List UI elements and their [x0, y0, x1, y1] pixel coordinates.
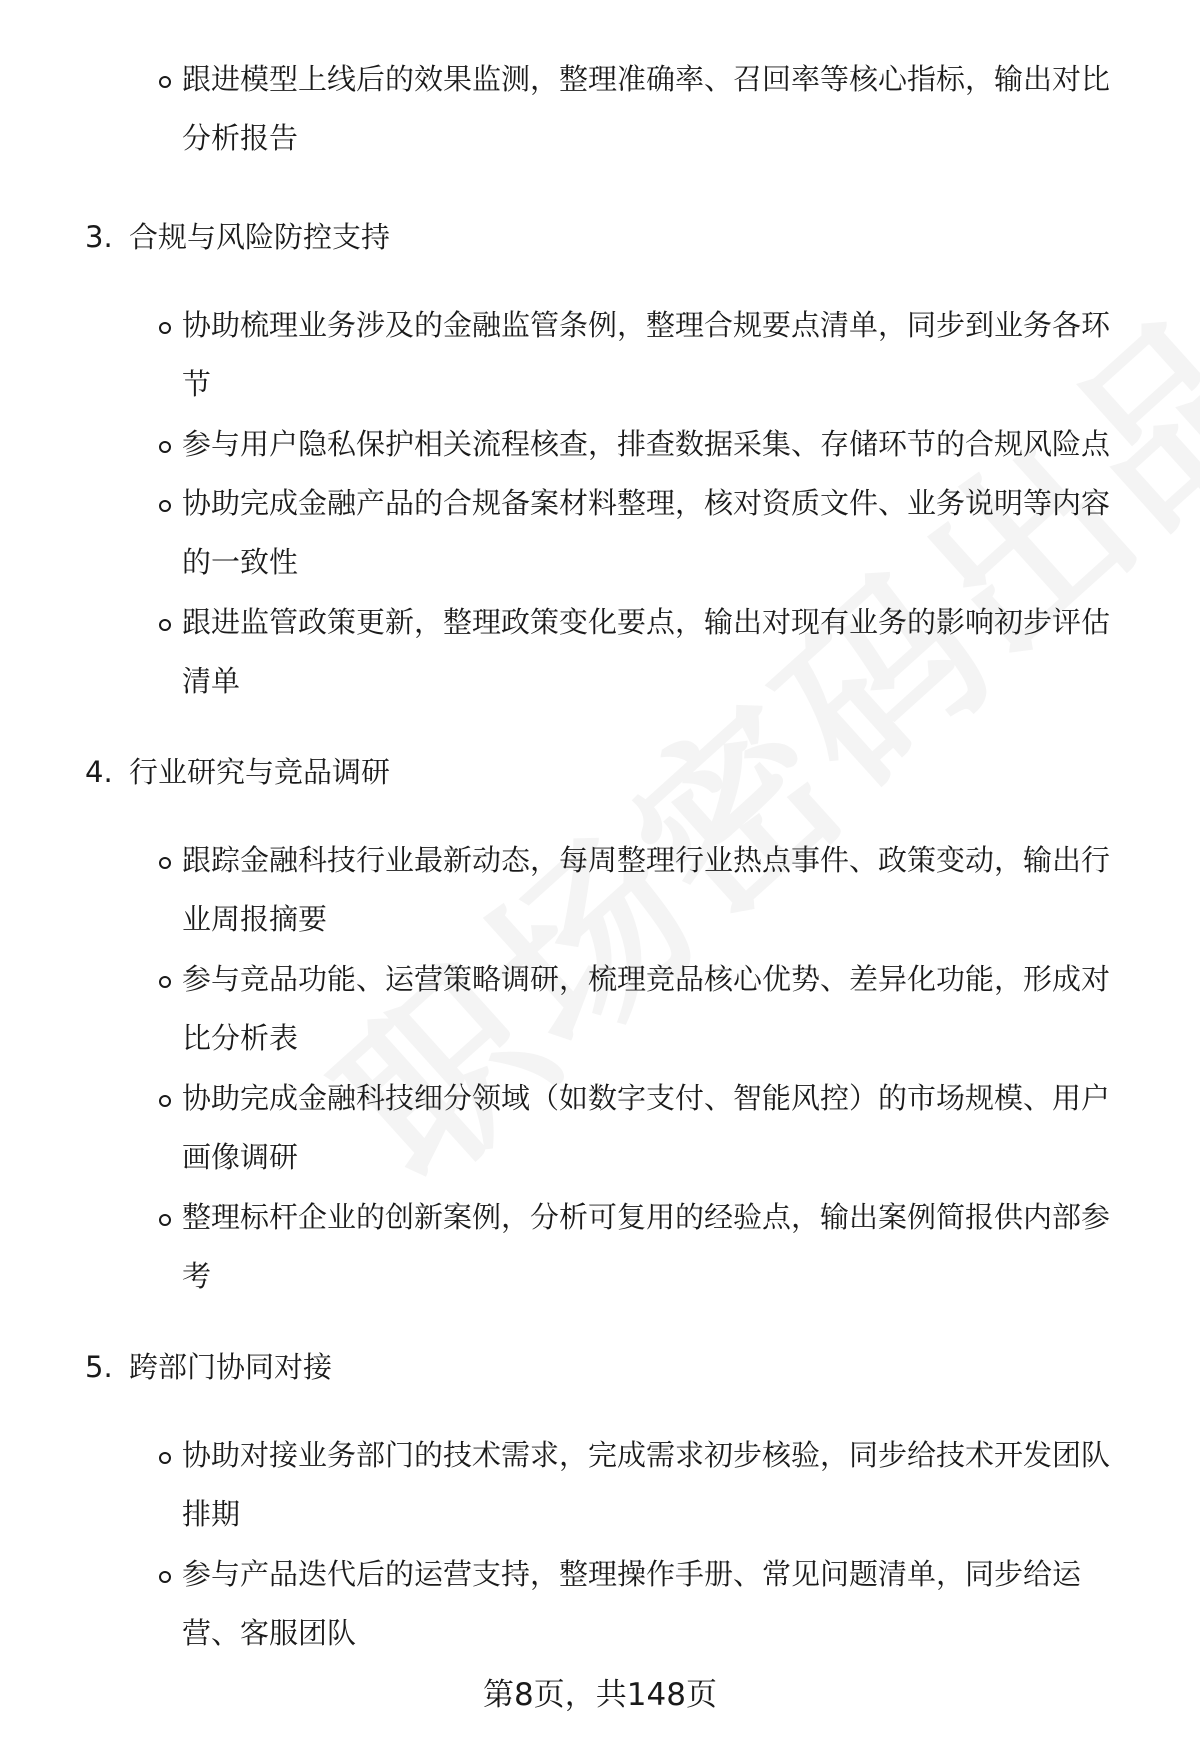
list-item: 参与用户隐私保护相关流程核查，排查数据采集、存储环节的合规风险点	[182, 415, 1137, 474]
list-item: 协助对接业务部门的技术需求，完成需求初步核验，同步给技术开发团队排期	[182, 1426, 1137, 1544]
section-number: 3.	[85, 220, 113, 254]
list-item: 协助梳理业务涉及的金融监管条例，整理合规要点清单，同步到业务各环节	[182, 296, 1137, 414]
section-title: 合规与风险防控支持	[129, 220, 391, 254]
section-title: 行业研究与竞品调研	[129, 755, 391, 789]
list-item: 协助完成金融科技细分领域（如数字支付、智能风控）的市场规模、用户画像调研	[182, 1069, 1137, 1187]
section-title: 跨部门协同对接	[129, 1350, 333, 1384]
list-item: 跟进模型上线后的效果监测，整理准确率、召回率等核心指标，输出对比分析报告	[182, 50, 1137, 168]
list-item: 跟进监管政策更新，整理政策变化要点，输出对现有业务的影响初步评估清单	[182, 593, 1137, 711]
section-heading	[85, 1347, 332, 1387]
list-item: 参与竞品功能、运营策略调研，梳理竞品核心优势、差异化功能，形成对比分析表	[182, 950, 1137, 1068]
section-number: 4.	[85, 755, 113, 789]
list-item: 整理标杆企业的创新案例，分析可复用的经验点，输出案例简报供内部参考	[182, 1188, 1137, 1306]
list-item: 协助完成金融产品的合规备案材料整理，核对资质文件、业务说明等内容的一致性	[182, 474, 1137, 592]
section-heading	[85, 217, 390, 257]
section-heading	[85, 752, 390, 792]
list-item: 参与产品迭代后的运营支持，整理操作手册、常见问题清单，同步给运营、客服团队	[182, 1545, 1137, 1663]
page-number-footer: 第8页，共148页	[483, 1677, 717, 1713]
section-number: 5.	[85, 1350, 113, 1384]
list-item: 跟踪金融科技行业最新动态，每周整理行业热点事件、政策变动，输出行业周报摘要	[182, 831, 1137, 949]
